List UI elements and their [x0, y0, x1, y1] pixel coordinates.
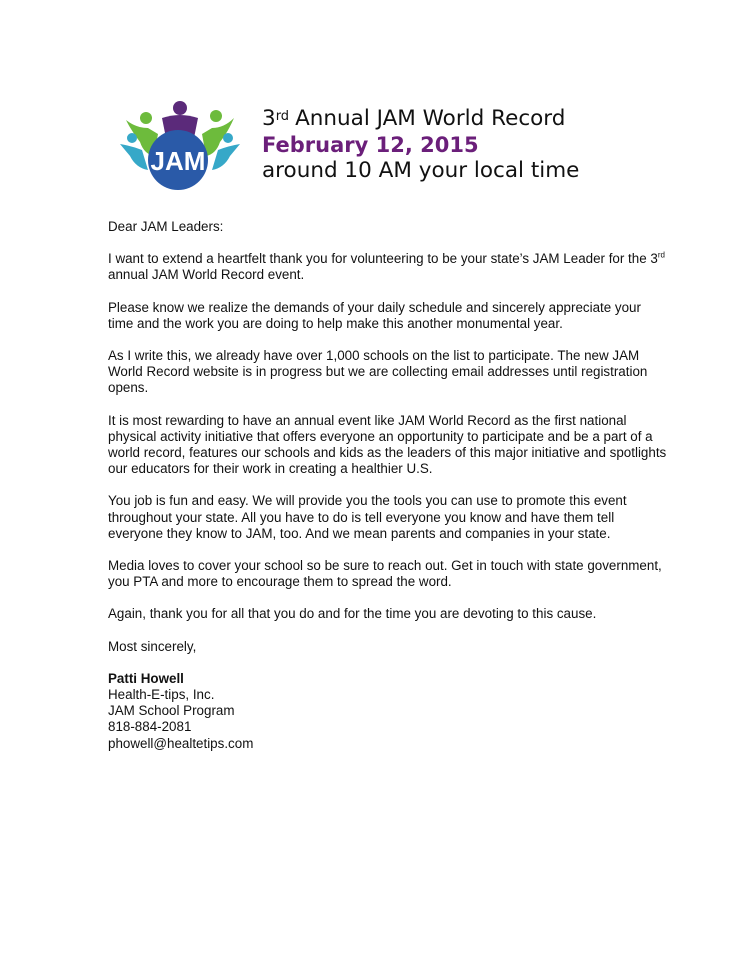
paragraph-appreciation: Please know we realize the demands of your daily schedule and sincerely appreciate your time and the work you are doing to help make this another monumental year.	[108, 299, 641, 331]
signature-name: Patti Howell	[108, 670, 184, 686]
paragraph-job: You job is fun and easy. We will provide you the tools you can use to promote this event throughout your state. All you have to do is tell everyone you know and have them tell everyone they know to JAM, too. And we mean parents and companies in your state.	[108, 493, 627, 541]
event-date: February 12, 2015	[262, 133, 479, 157]
signature-company: Health-E-tips, Inc.	[108, 687, 215, 703]
paragraph-media: Media loves to cover your school so be sure to reach out. Get in touch with state government, you PTA and more to encourage them to spread the word.	[108, 558, 662, 590]
event-header	[262, 106, 579, 184]
paragraph-schools: As I write this, we already have over 1,000 schools on the list to participate. The new JAM World Record website is in progress but we are collecting email addresses until registration opens.	[108, 348, 648, 396]
jam-logo	[118, 98, 240, 194]
event-time: around 10 AM your local time	[262, 158, 580, 183]
closing: Most sincerely,	[108, 638, 197, 654]
paragraph-thanks: I want to extend a heartfelt thank you for volunteering to be your state’s JAM Leader for the 3rd annual JAM World Record event.	[108, 250, 665, 283]
paragraph-rewarding: It is most rewarding to have an annual event like JAM World Record as the first national physical activity initiative that offers everyone an opportunity to participate and be a part of a world record, features our schools and kids as the leaders of this major initiative and spotlights our educators for their work in creating a healthier U.S.	[108, 412, 667, 477]
signature-program: JAM School Program	[108, 703, 235, 719]
paragraph-again: Again, thank you for all that you do and for the time you are devoting to this cause.	[108, 606, 597, 622]
signature-phone: 818-884-2081	[108, 719, 192, 735]
signature-email: phowell@healtetips.com	[108, 735, 254, 751]
salutation: Dear JAM Leaders:	[108, 219, 224, 234]
event-title: 3rd Annual JAM World Record	[262, 106, 566, 131]
letter-body	[108, 219, 668, 752]
jam-logo-text: JAM	[150, 146, 206, 176]
